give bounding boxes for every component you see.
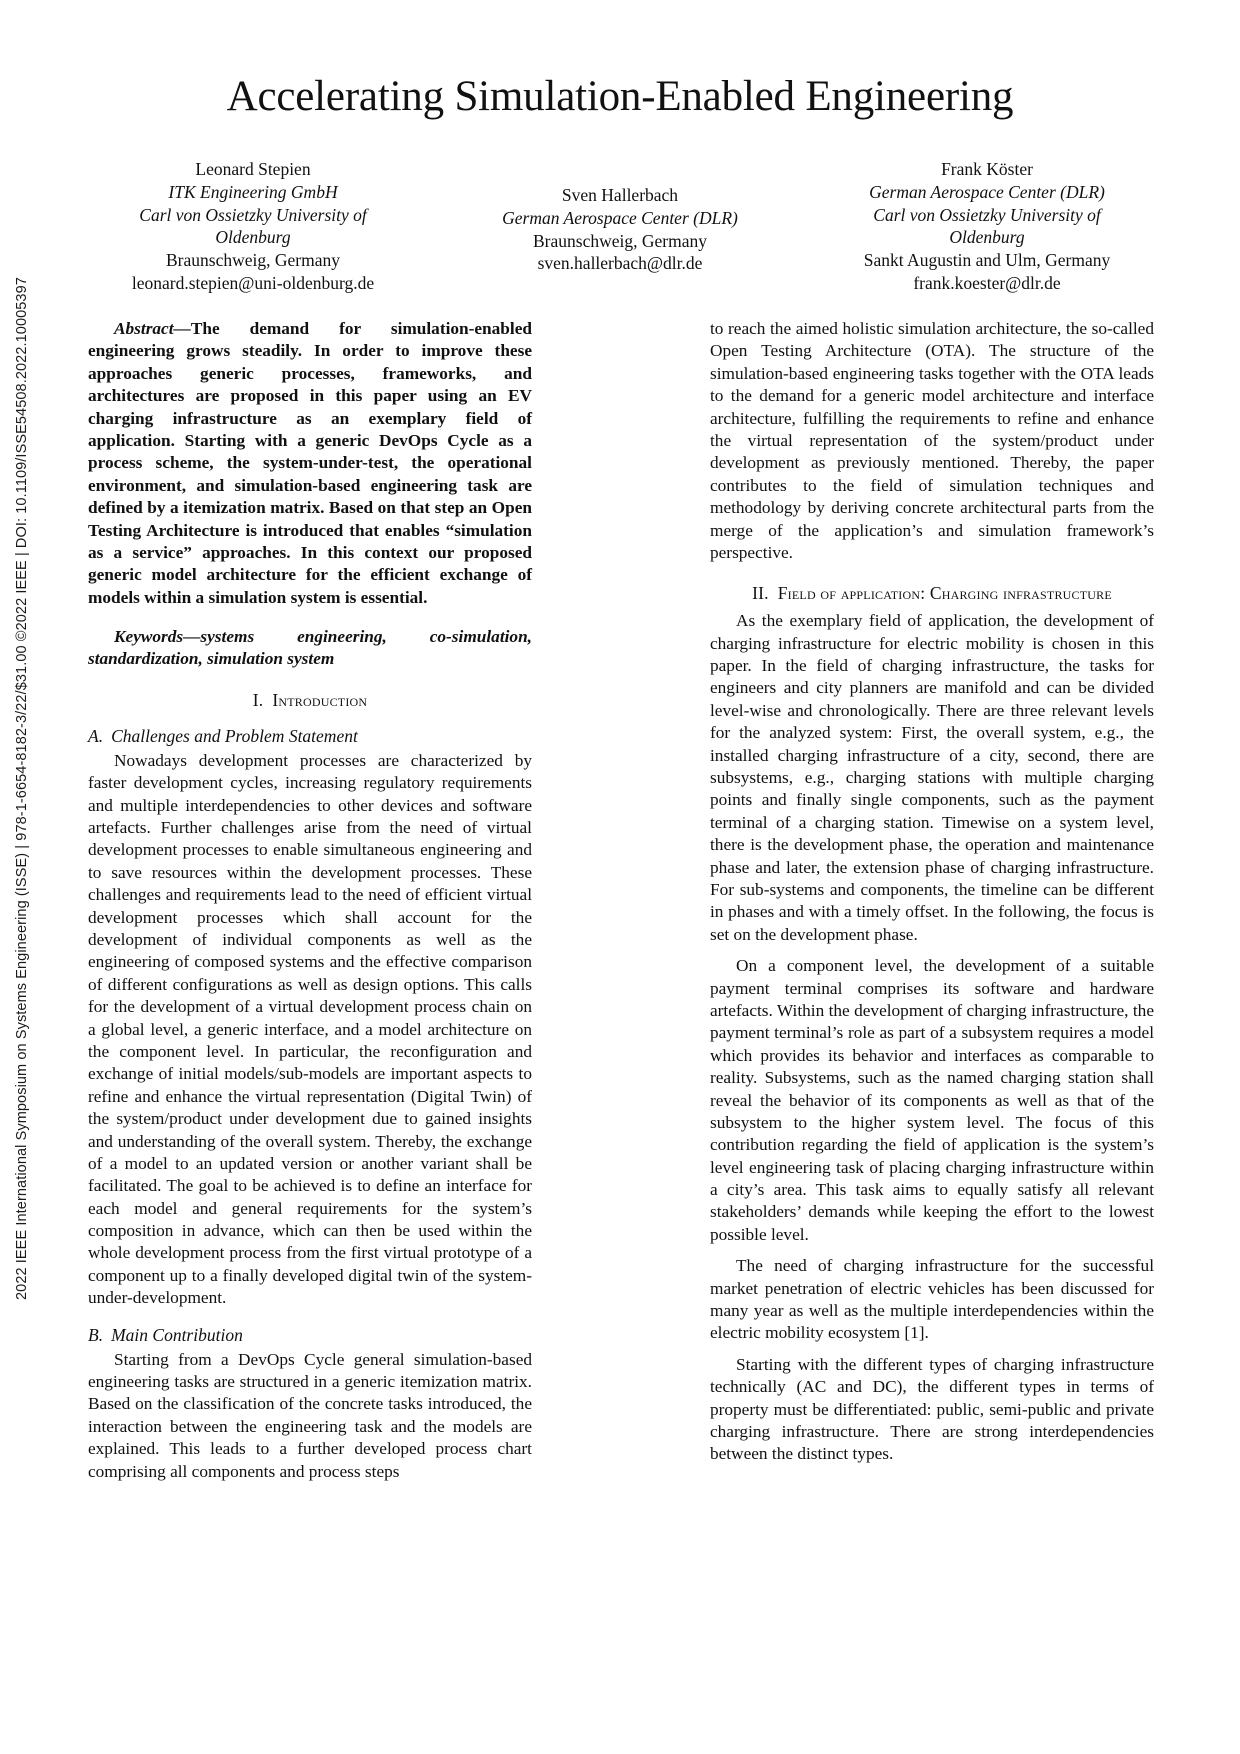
author-email: sven.hallerbach@dlr.de	[537, 253, 703, 274]
author-location: Braunschweig, Germany	[166, 250, 340, 270]
author-affiliation: ITK Engineering GmbH	[168, 181, 338, 202]
page-title: Accelerating Simulation-Enabled Engineering	[226, 72, 1014, 120]
section-title: Introduction	[272, 689, 368, 710]
ieee-copyright-sidebar: 2022 IEEE International Symposium on Systems Engineering (ISSE) | 978-1-6654-8182-3/22/$31.00 ©2022 IEEE | DOI: 10.1109/ISSE54508.2022.10005397	[14, 277, 30, 1300]
author-name: Sven Hallerbach	[561, 185, 679, 205]
author-affiliation: German Aerospace Center (DLR)	[869, 181, 1105, 202]
author-location: Sankt Augustin and Ulm, Germany	[863, 250, 1111, 270]
author-email: frank.koester@dlr.de	[913, 272, 1061, 293]
abstract-text: The demand for simulation-enabled engineering grows steadily. In order to improve these approaches generic processes, frameworks, and architectures are proposed in this paper using an EV charging infrastructure as an exemplary field of application. Starting with a generic DevOps Cycle as a process scheme, the system-under-test, the operational environment, and simulation-based engineering task are defined by a itemization matrix. Based on that step an Open Testing Architecture is introduced that enables “simulation as a service” approaches. In this context our proposed generic model architecture for the efficient exchange of models within a simulation system is essential.	[88, 319, 532, 607]
left-column	[88, 318, 532, 1483]
abstract-label: Abstract—	[114, 319, 191, 338]
paragraph-spacer	[710, 1246, 1154, 1255]
author-name: Leonard Stepien	[195, 159, 311, 179]
author-block-2	[457, 158, 783, 275]
author-affiliation: German Aerospace Center (DLR)	[502, 207, 738, 228]
subsection-letter: A.	[88, 725, 104, 746]
right-column	[710, 318, 1154, 1483]
section-heading-introduction	[88, 690, 532, 711]
section-numeral: II.	[752, 583, 769, 604]
author-affiliation: Oldenburg	[949, 227, 1025, 248]
subsection-heading-contribution	[88, 1325, 532, 1346]
subsection-letter: B.	[88, 1324, 104, 1345]
paragraph: Starting with the different types of charging infrastructure technically (AC and DC), the different types in terms of property must be differentiated: public, semi-public and private charging infrastructure. There are strong interdependencies between the distinct types.	[710, 1354, 1154, 1464]
author-affiliation: Carl von Ossietzky University of	[873, 204, 1101, 225]
body-columns	[88, 318, 1154, 1483]
author-block-3	[824, 158, 1150, 295]
subsection-heading-challenges	[88, 726, 532, 747]
section-title: Field of application: Charging infrastructure	[777, 583, 1112, 604]
paragraph: As the exemplary field of application, the development of charging infrastructure for electric mobility is chosen in this paper. In the field of charging infrastructure, the tasks for engineers and city planners are manifold and can be divided level-wise and chronologically. There are three relevant levels for the analyzed system: First, the overall system, e.g., the installed charging infrastructure of a city, second, there are subsystems, e.g., charging stations with multiple charging points and finally single components, such as the payment terminal of a charging station. Timewise on a system level, there is the development phase, the operation and maintenance phase and later, the extension phase of charging infrastructure. For sub-systems and components, the timeline can be different in phases and with a timely offset. In the following, the focus is set on the development phase.	[710, 611, 1154, 944]
keywords-paragraph	[88, 626, 532, 671]
paragraph-spacer	[710, 946, 1154, 955]
section-numeral: I.	[252, 689, 264, 710]
subsection-title: Main Contribution	[111, 1324, 243, 1345]
paragraph: Starting from a DevOps Cycle general simulation-based engineering tasks are structured in a generic itemization matrix. Based on the classification of the concrete tasks introduced, the interaction between the engineering task and the models are explained. This leads to a further developed process chart comprising all components and process steps	[88, 1349, 532, 1481]
paragraph: Nowadays development processes are characterized by faster development cycles, increasing regulatory requirements and multiple interdependencies to other devices and software artefacts. Further challenges arise from the need of virtual development processes to enable simultaneous engineering and to save resources within the development processes. These challenges and requirements lead to the need of efficient virtual development processes which shall account for the development of individual components as well as the engineering of composed systems and the effective comparison of different configurations as well as design options. This calls for the development of a virtual development process chain on a global level, a generic interface, and a model architecture on the component level. In particular, the reconfiguration and exchange of initial models/sub-models are important aspects to refine and enhance the virtual representation (Digital Twin) of the system/product under development due to gained insights and understanding of the overall system. Thereby, the exchange of a model to an updated version or another variant shall be facilitated. The goal to be achieved is to define an interface for each model and general requirements for the system’s composition in advance, which can then be used within the whole development process from the first virtual prototype of a component up to a finally developed digital twin of the system-under-development.	[88, 750, 532, 1308]
author-email: leonard.stepien@uni-oldenburg.de	[131, 272, 375, 293]
author-list	[90, 158, 1150, 295]
abstract-paragraph	[88, 318, 532, 609]
author-affiliation: Carl von Ossietzky University of	[139, 204, 367, 225]
keywords-label: Keywords—	[114, 627, 201, 647]
subsection-title: Challenges and Problem Statement	[111, 725, 358, 746]
paragraph: On a component level, the development of a suitable payment terminal comprises its software and hardware artefacts. Within the development of charging infrastructure, the payment terminal’s role as part of a subsystem requires a model which provides its behavior and interfaces as comparable to reality. Subsystems, such as the named charging station shall reveal the behavior of its components as well as that of the subsystem to the higher system level. The focus of this contribution regarding the field of application is the system’s level engineering task of placing charging infrastructure within a city’s area. This task aims to equally satisfy all relevant stakeholders’ demands while keeping the effort to the lowest possible level.	[710, 956, 1154, 1244]
section-heading-field-of-application	[710, 583, 1154, 604]
paragraph: to reach the aimed holistic simulation architecture, the so-called Open Testing Architecture (OTA). The structure of the simulation-based engineering tasks together with the OTA leads to the demand for a generic model architecture and interface architecture, fulfilling the requirements to refine and enhance the virtual representation of the system/product under development as previously mentioned. Thereby, the paper contributes to the field of simulation techniques and methodology by deriving concrete architectural parts from the merge of the application’s and simulation framework’s perspective.	[710, 319, 1154, 562]
author-block-1	[90, 158, 416, 295]
author-affiliation: Oldenburg	[215, 227, 291, 248]
paragraph-spacer	[710, 1345, 1154, 1354]
author-name: Frank Köster	[941, 159, 1033, 179]
author-location: Braunschweig, Germany	[533, 230, 707, 251]
keywords-text: systems engineering, co-simulation, standardization, simulation system	[88, 627, 532, 669]
paragraph: The need of charging infrastructure for the successful market penetration of electric vehicles has been discussed for many year as well as the multiple interdependencies within the electric mobility ecosystem [1].	[710, 1256, 1154, 1343]
